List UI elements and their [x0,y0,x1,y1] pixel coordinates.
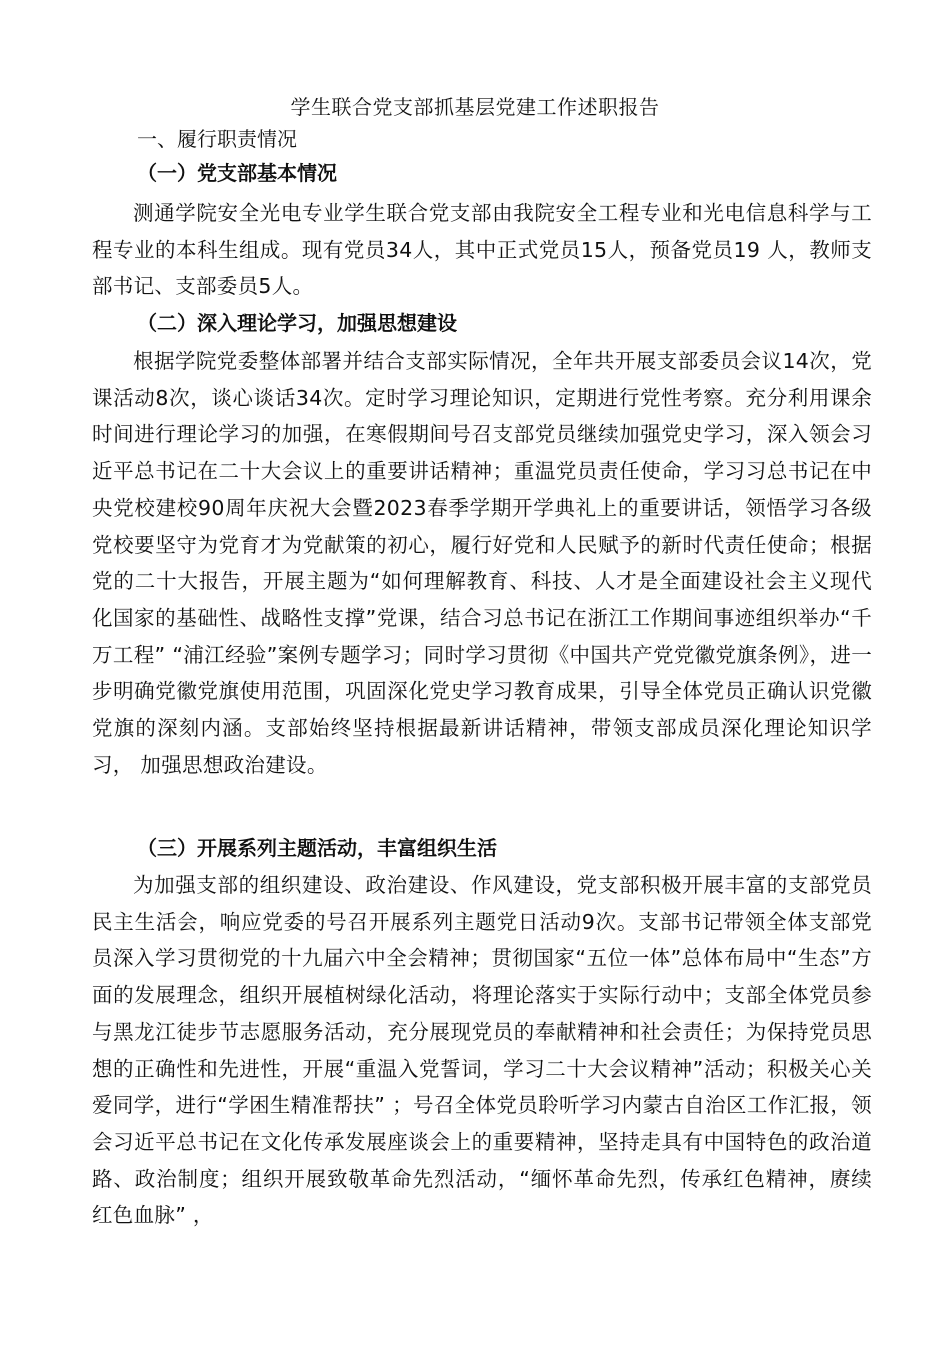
subheading-theory-study: （二）深入理论学习，加强思想建设 [137,311,457,335]
document-title: 学生联合党支部抓基层党建工作述职报告 [290,95,660,119]
section-heading-1: 一、履行职责情况 [137,127,297,151]
subheading-theme-activities: （三）开展系列主题活动，丰富组织生活 [137,836,497,860]
subheading-basic-info: （一）党支部基本情况 [137,161,337,185]
paragraph-theory-study: 根据学院党委整体部署并结合支部实际情况，全年共开展支部委员会议14次，党课活动8次，谈心谈话34次。定时学习理论知识，定期进行党性考察。充分利用课余时间进行理论学习的加强，在寒假期间号召支部党员继续加强党史学习，深入领会习近平总书记在二十大会议上的重要讲话精神；重温党员责任使命，学习习总书记在中央党校建校90周年庆祝大会暨2023春季学期开学典礼上的重要讲话，领悟学习各级党校要坚守为党育才为党献策的初心，履行好党和人民赋予的新时代责任使命；根据党的二十大报告，开展主题为“如何理解教育、科技、人才是全面建设社会主义现代化国家的基础性、战略性支撑”党课，结合习总书记在浙江工作期间事迹组织举办“千万工程” “浦江经验”案例专题学习；同时学习贯彻《中国共产党党徽党旗条例》，进一步明确党徽党旗使用范围，巩固深化党史学习教育成果，引导全体党员正确认识党徽党旗的深刻内涵。支部始终坚持根据最新讲话精神，带领支部成员深化理论知识学习， 加强思想政治建设。 [92,349,872,777]
paragraph-theme-activities: 为加强支部的组织建设、政治建设、作风建设，党支部积极开展丰富的支部党员民主生活会，响应党委的号召开展系列主题党日活动9次。支部书记带领全体支部党员深入学习贯彻党的十九届六中全会精神；贯彻国家“五位一体”总体布局中“生态”方面的发展理念，组织开展植树绿化活动，将理论落实于实际行动中；支部全体党员参与黑龙江徒步节志愿服务活动，充分展现党员的奉献精神和社会责任；为保持党员思想的正确性和先进性，开展“重温入党誓词，学习二十大会议精神”活动；积极关心关爱同学，进行“学困生精准帮扶” ；号召全体党员聆听学习内蒙古自治区工作汇报，领会习近平总书记在文化传承发展座谈会上的重要精神，坚持走具有中国特色的政治道路、政治制度；组织开展致敬革命先烈活动，“缅怀革命先烈，传承红色精神，赓续红色血脉” ， [92,873,872,1228]
paragraph-basic-info: 测通学院安全光电专业学生联合党支部由我院安全工程专业和光电信息科学与工程专业的本科生组成。现有党员34人，其中正式党员15人，预备党员19 人，教师支部书记、支部委员5人。 [92,201,872,299]
